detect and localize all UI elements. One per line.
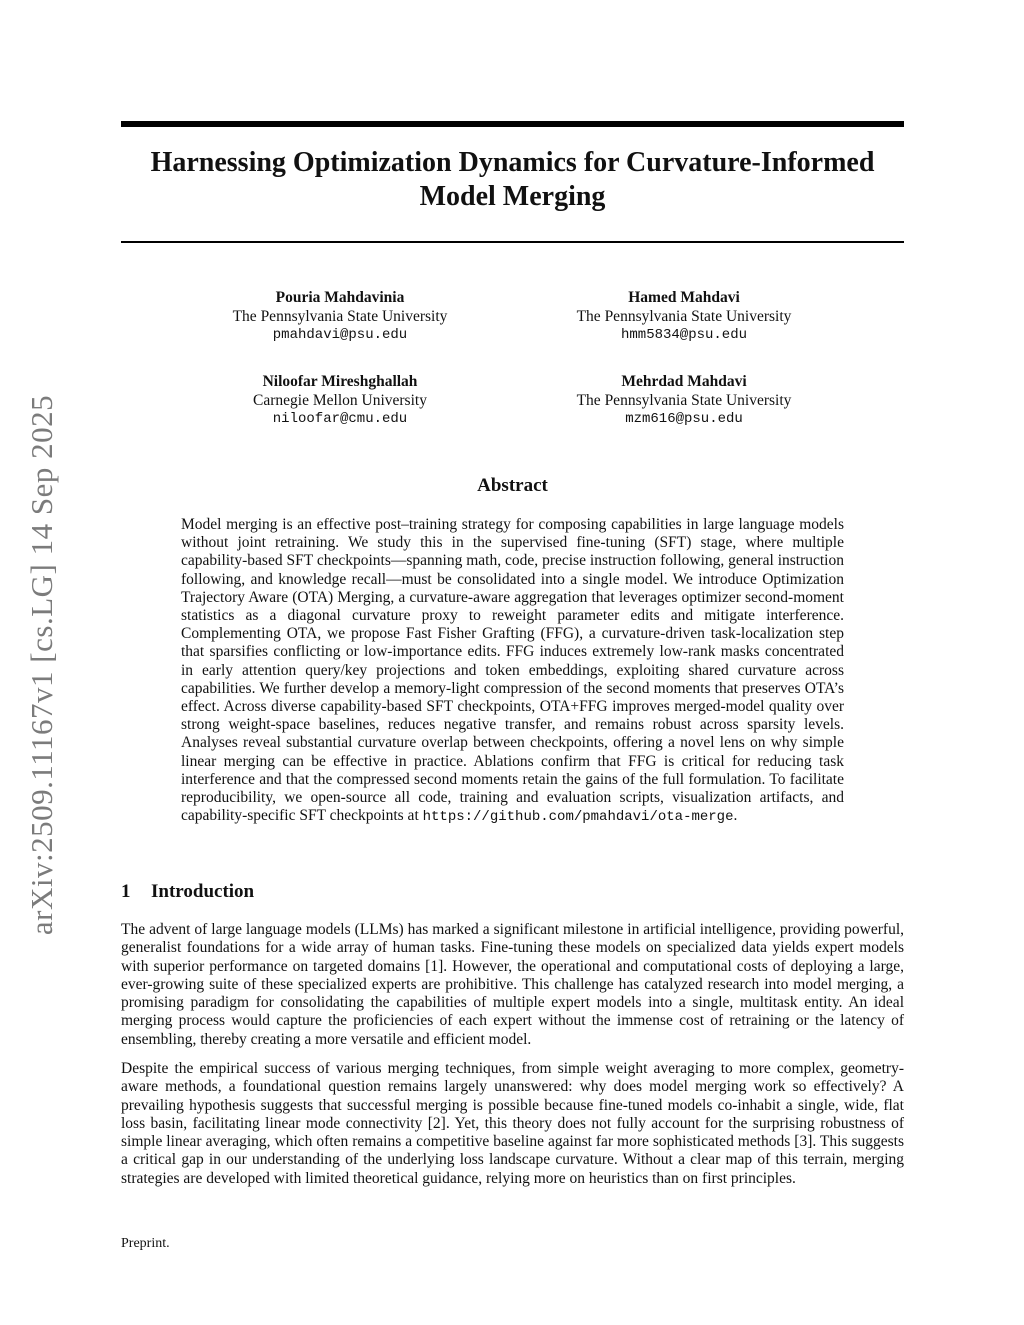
author-block: [175, 288, 505, 345]
abstract-body-text: Model merging is an effective post–training strategy for composing capabilities in large language models without joint retraining. We study this in the supervised fine-tuning (SFT) stage, where multiple capability-based SFT checkpoints—spanning math, code, precise instruction following, general instruction following, and knowledge recall—must be consolidated into a single model. We introduce Optimization Trajectory Aware (OTA) Merging, a curvature-aware aggregation that leverages optimizer second-moment statistics as a diagonal curvature proxy to reweight parameter edits and mitigate interference. Complementing OTA, we propose Fast Fisher Grafting (FFG), a curvature-driven task-localization step that sparsifies conflicting or low-importance edits. FFG induces extremely low-rank masks concentrated in early attention query/key projections and token embeddings, exploiting shared curvature across capabilities. We further develop a memory-light compression of the second moments that preserves OTA’s effect. Across diverse capability-based SFT checkpoints, OTA+FFG improves merged-model quality over strong weight-space baselines, reduces negative transfer, and remains robust across sparsity levels. Analyses reveal substantial curvature overlap between checkpoints, offering a novel lens on why simple linear merging can be effective in practice. Ablations confirm that FFG is critical for reducing task interference and that the compressed second moments retain the gains of the full formulation. To facilitate reproducibility, we open-source all code, training and evaluation scripts, visualization artifacts, and capability-specific SFT checkpoints at: [181, 516, 844, 825]
footer-note: Preprint.: [121, 1236, 170, 1251]
abstract-text: [181, 516, 844, 826]
author-name: Hamed Mahdavi: [628, 289, 740, 306]
author-name: Pouria Mahdavinia: [275, 289, 405, 306]
arxiv-identifier-stamp: arXiv:2509.11167v1 [cs.LG] 14 Sep 2025: [24, 394, 59, 936]
abstract-end-punctuation: .: [733, 807, 738, 825]
intro-paragraph-1: The advent of large language models (LLMs) has marked a significant milestone in artificial intelligence, providing powerful, generalist foundations for a wide array of human tasks. Fine-tuning these models on specialized data yields expert models with superior performance on targeted domains [1]. However, the operational and computational costs of deploying a large, ever-growing suite of these specialized experts are prohibitive. This challenge has catalyzed research into model merging, a promising paradigm for consolidating the capabilities of multiple expert models into a single, multitask entity. An ideal merging process would capture the proficiencies of each expert without the immense cost of retraining or the latency of ensembling, thereby creating a more versatile and efficient model.: [121, 921, 904, 1048]
section-heading-introduction: [121, 881, 254, 903]
intro-paragraph-2: Despite the empirical success of various merging techniques, from simple weight averaging to more complex, geometry-aware methods, a foundational question remains largely unanswered: why does model merging work so effectively? A prevailing hypothesis suggests that successful merging is possible because fine-tuned models co-inhabit a single, wide, flat loss basin, facilitating linear mode connectivity [2]. Yet, this theory does not fully account for the surprising robustness of simple linear averaging, which often remains a competitive baseline against far more sophisticated methods [3]. This suggests a critical gap in our understanding of the underlying loss landscape curvature. Without a clear map of this terrain, merging strategies are developed with limited theoretical guidance, relying more on heuristics than on first principles.: [121, 1060, 904, 1187]
title-top-rule: [121, 121, 904, 127]
author-email: niloofar@cmu.edu: [272, 411, 408, 427]
repository-link[interactable]: https://github.com/pmahdavi/ota-merge: [422, 809, 734, 826]
author-name: Mehrdad Mahdavi: [621, 373, 747, 390]
author-block: [519, 372, 849, 429]
author-block: [519, 288, 849, 345]
author-affiliation: The Pennsylvania State University: [232, 308, 448, 325]
abstract-heading: Abstract: [477, 475, 548, 496]
author-block: [175, 372, 505, 429]
section-number: 1: [121, 881, 131, 902]
section-title: Introduction: [151, 881, 255, 902]
author-affiliation: The Pennsylvania State University: [576, 308, 792, 325]
author-email: mzm616@psu.edu: [625, 411, 743, 427]
author-name: Niloofar Mireshghallah: [262, 373, 418, 390]
title-bottom-rule: [121, 241, 904, 243]
author-email: hmm5834@psu.edu: [620, 327, 748, 343]
paper-title: Harnessing Optimization Dynamics for Curvature-Informed Model Merging: [150, 147, 875, 212]
author-affiliation: The Pennsylvania State University: [576, 392, 792, 409]
author-affiliation: Carnegie Mellon University: [253, 392, 427, 409]
author-email: pmahdavi@psu.edu: [272, 327, 408, 343]
